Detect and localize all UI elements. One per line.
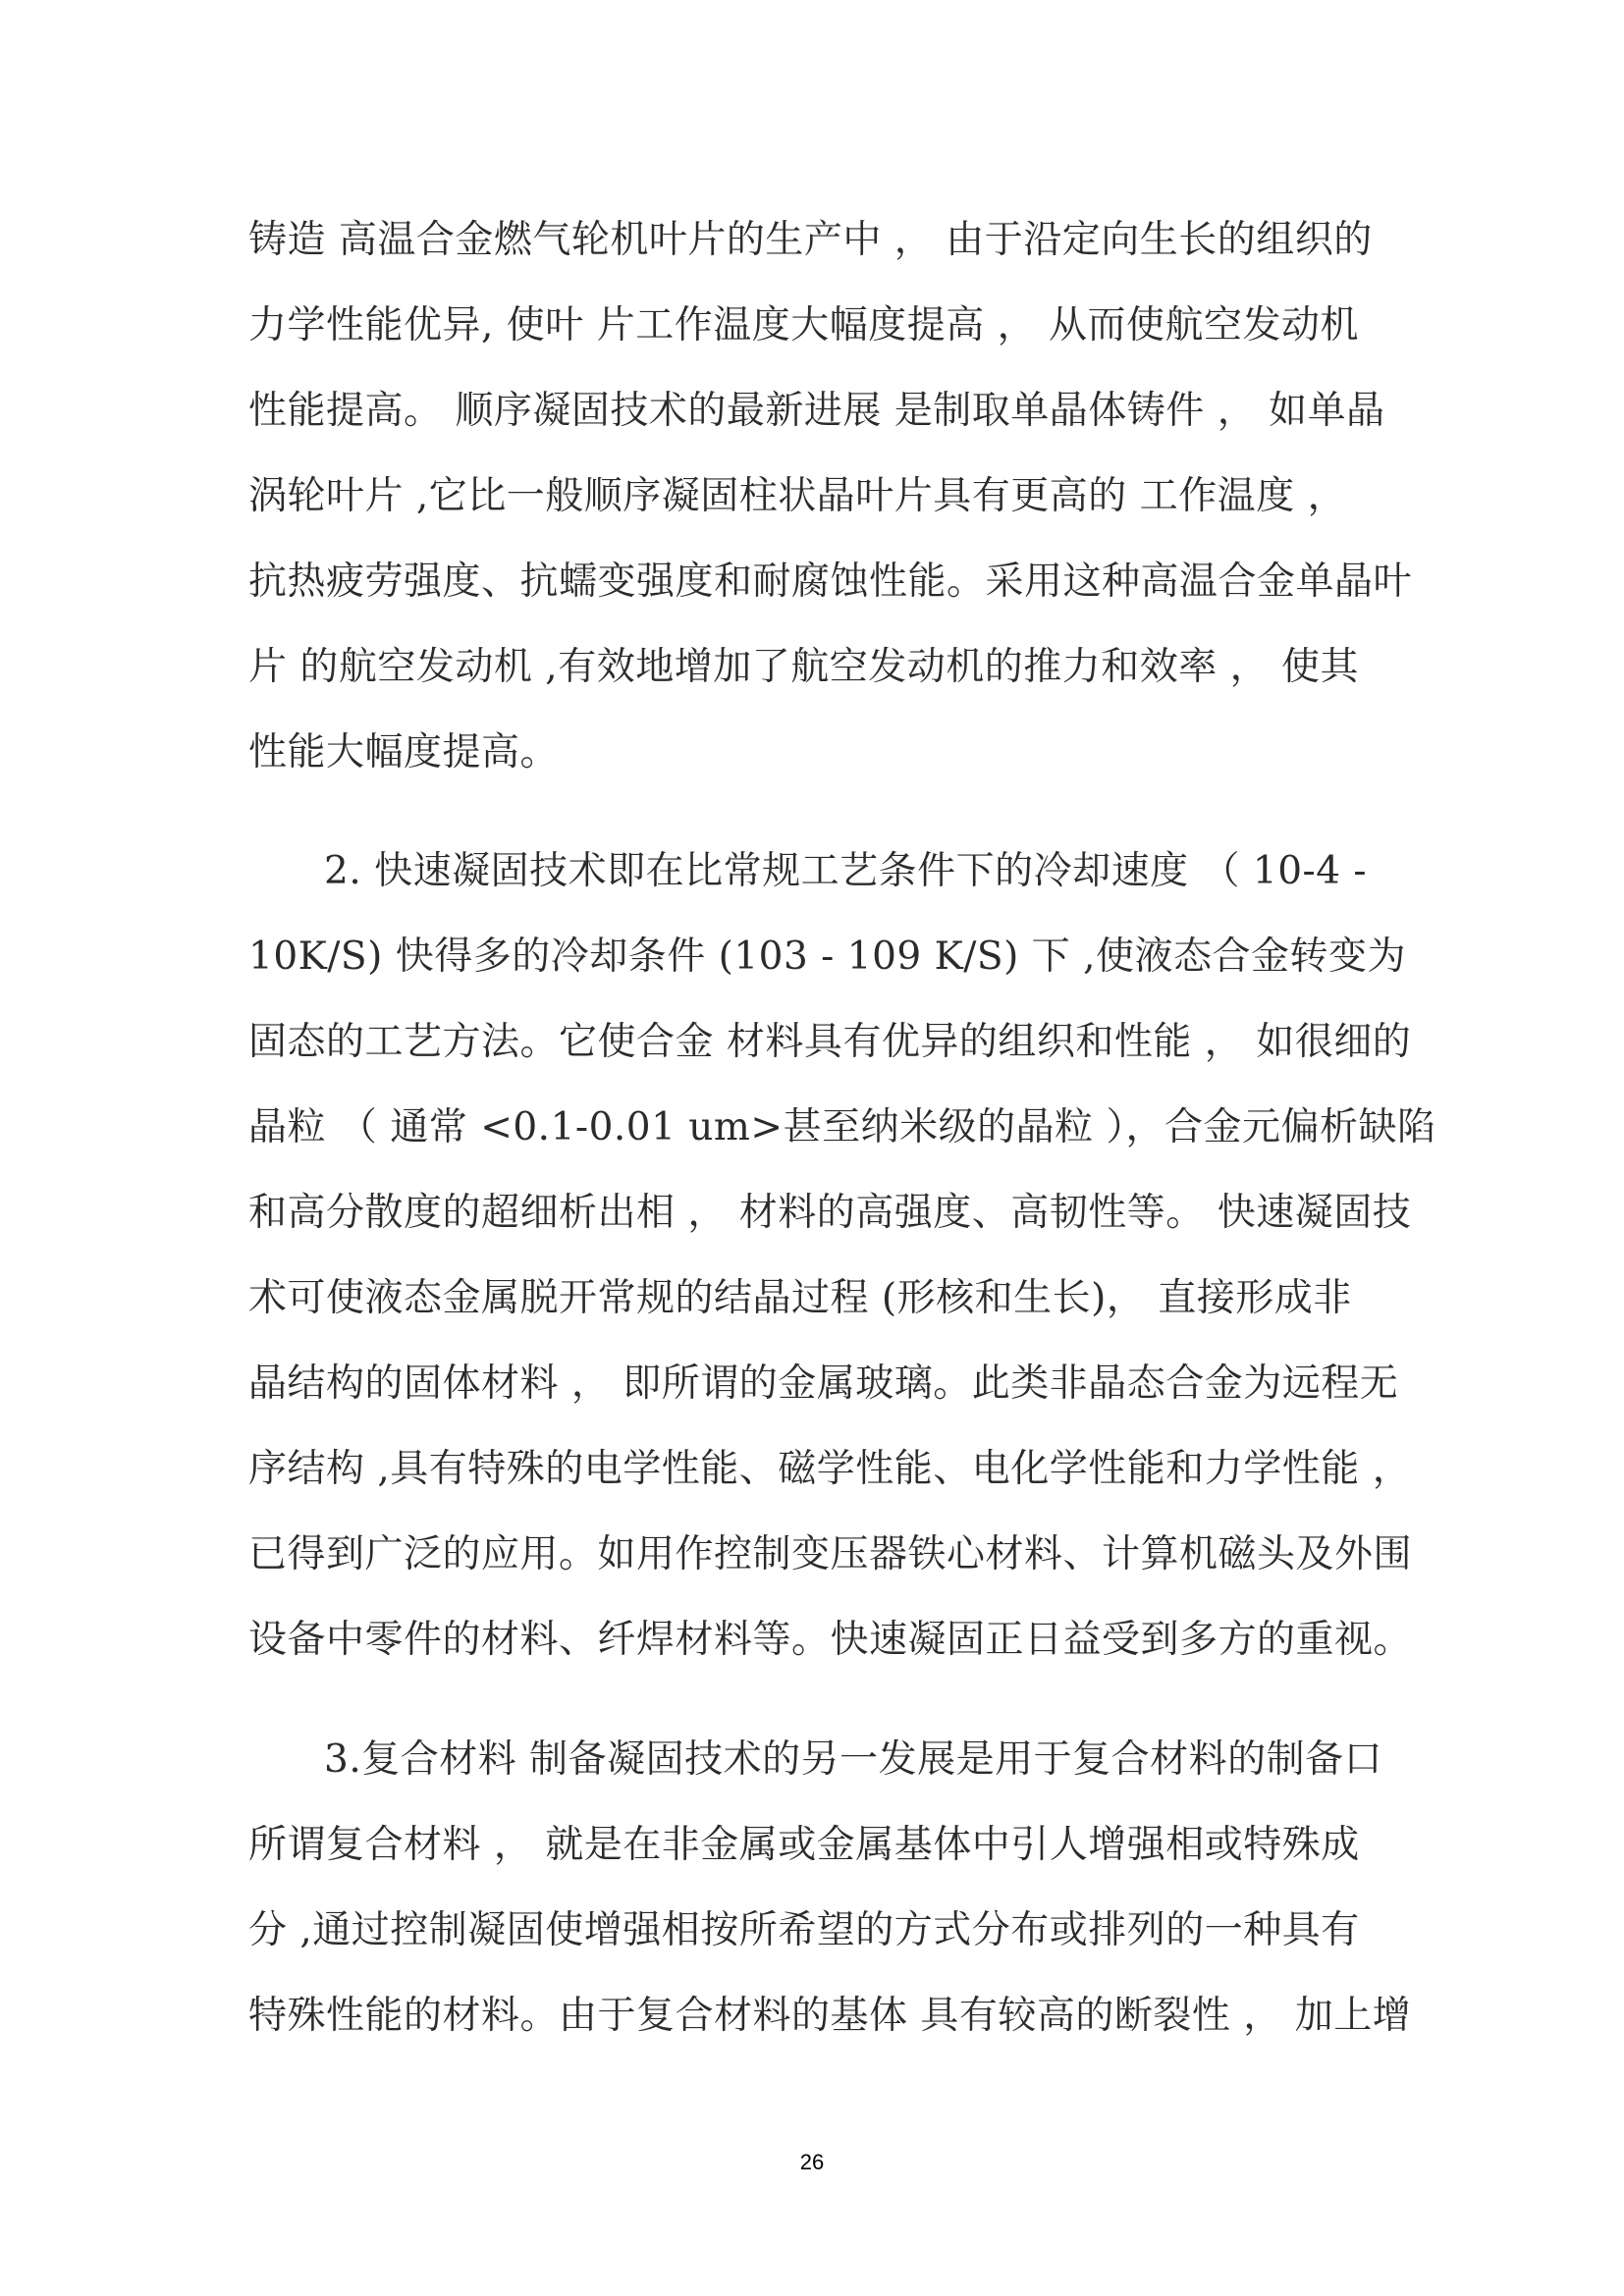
text-line: 10K/S) 快得多的冷却条件 (103 - 109 K/S) 下 ,使液态合金转变为 [248,934,1406,979]
text-line: 固态的工艺方法。它使合金 材料具有优异的组织和性能 ， 如很细的 [248,1020,1412,1064]
text-line: 已得到广泛的应用。如用作控制变压器铁心材料、计算机磁头及外围 [248,1532,1413,1576]
text-line: 特殊性能的材料。由于复合材料的基体 具有较高的断裂性 ， 加上增 [248,1994,1412,2038]
text-line: 序结构 ,具有特殊的电学性能、磁学性能、电化学性能和力学性能 ， [248,1447,1412,1491]
text-line: 和高分散度的超细析出相 ， 材料的高强度、高韧性等。 快速凝固技 [248,1191,1412,1235]
text-line: 晶粒 （ 通常 <0.1-0.01 um>甚至纳米级的晶粒 ），合金元偏析缺陷 [248,1105,1436,1149]
page-number: 26 [799,2150,825,2174]
text-line: 性能大幅度提高。 [248,730,560,774]
text-line: 3.复合材料 制备凝固技术的另一发展是用于复合材料的制备口 [324,1737,1383,1782]
text-line: 抗热疲劳强度、抗蠕变强度和耐腐蚀性能。采用这种高温合金单晶叶 [248,560,1413,604]
text-line: 涡轮叶片 ,它比一般顺序凝固柱状晶叶片具有更高的 工作温度 ， [248,474,1347,518]
text-line: 2. 快速凝固技术即在比常规工艺条件下的冷却速度 （ 10-4 - [324,849,1368,893]
text-line: 片 的航空发动机 ,有效地增加了航空发动机的推力和效率 ， 使其 [248,645,1359,689]
text-line: 晶结构的固体材料 ， 即所谓的金属玻璃。此类非晶态合金为远程无 [248,1362,1399,1406]
text-line: 术可使液态金属脱开常规的结晶过程 (形核和生长)， 直接形成非 [248,1276,1352,1320]
text-line: 设备中零件的材料、纤焊材料等。快速凝固正日益受到多方的重视。 [248,1618,1413,1662]
text-line: 力学性能优异, 使叶 片工作温度大幅度提高 ， 从而使航空发动机 [248,303,1359,347]
text-line: 性能提高。 顺序凝固技术的最新进展 是制取单晶体铸件 ， 如单晶 [248,389,1385,433]
text-line: 所谓复合材料 ， 就是在非金属或金属基体中引人增强相或特殊成 [248,1823,1360,1867]
text-line: 分 ,通过控制凝固使增强相按所希望的方式分布或排列的一种具有 [248,1908,1360,1952]
text-line: 铸造 高温合金燃气轮机叶片的生产中 ， 由于沿定向生长的组织的 [248,218,1373,262]
